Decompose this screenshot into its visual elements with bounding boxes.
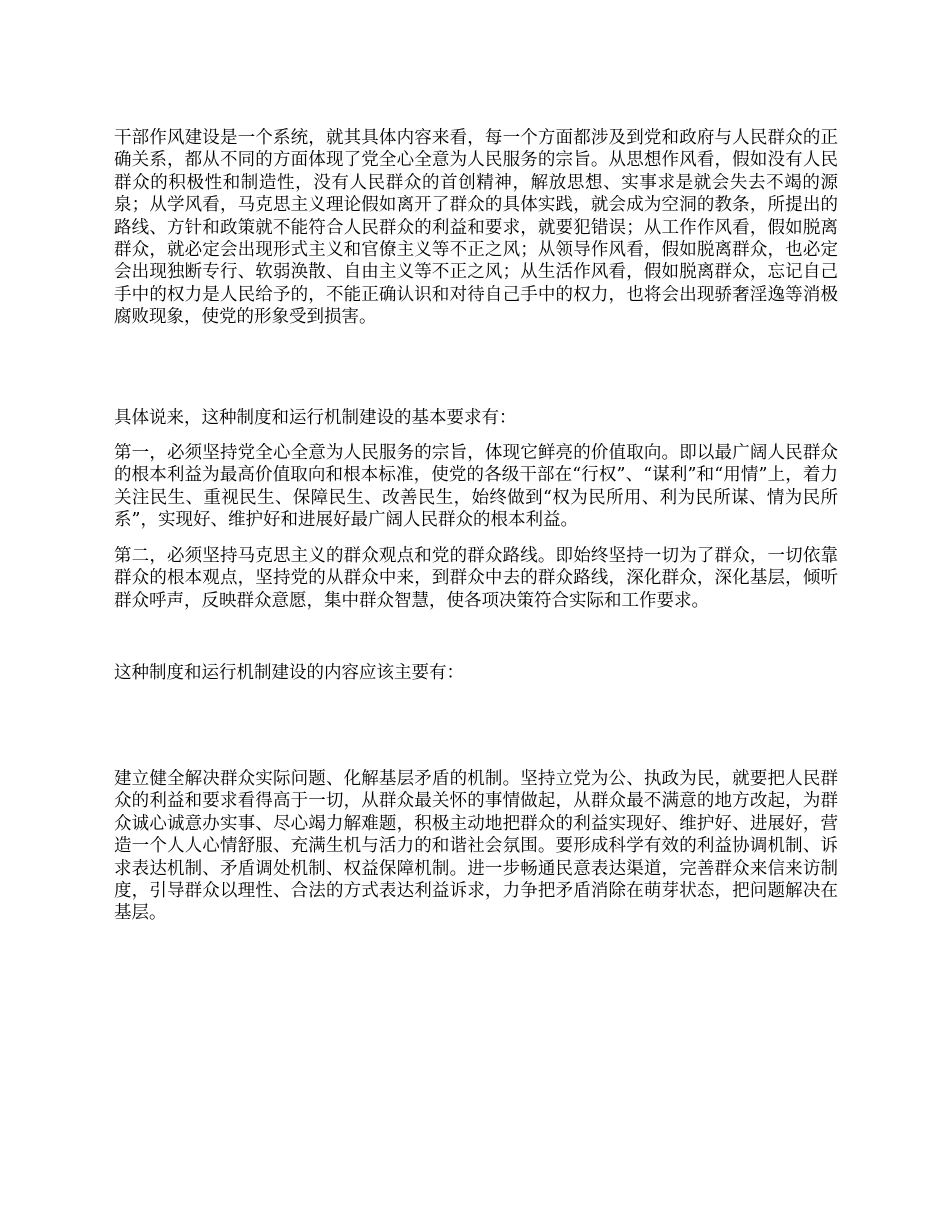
paragraph-cadre-style: 干部作风建设是一个系统，就其具体内容来看，每一个方面都涉及到党和政府与人民群众的正确关系，都从不同的方面体现了党全心全意为人民服务的宗旨。从思想作风看，假如没有人民群众的积极性和制造性，没有人民群众的首创精神，解放思想、实事求是就会失去不竭的源泉；从学风看，马克思主义理论假如离开了群众的具体实践，就会成为空洞的教条，所提出的路线、方针和政策就不能符合人民群众的利益和要求，就要犯错误；从工作作风看，假如脱离群众，就必定会出现形式主义和官僚主义等不正之风；从领导作风看，假如脱离群众，也必定会出现独断专行、软弱涣散、自由主义等不正之风；从生活作风看，假如脱离群众，忘记自己手中的权力是人民给予的，不能正确认识和对待自己手中的权力，也将会出现骄奢淫逸等消极腐败现象，使党的形象受到损害。 [114,128,838,328]
paragraph-basic-requirements-intro: 具体说来，这种制度和运行机制建设的基本要求有： [114,408,517,428]
paragraph-requirement-one: 第一，必须坚持党全心全意为人民服务的宗旨，体现它鲜亮的价值取向。即以最广阔人民群众的根本利益为最高价值取向和根本标准，使党的各级干部在“行权”、“谋利”和“用情”上，着力关注民生、重视民生、保障民生、改善民生，始终做到“权为民所用、利为民所谋、情为民所系”，实现好、维护好和进展好最广阔人民群众的根本利益。 [114,443,838,531]
paragraph-mechanism: 建立健全解决群众实际问题、化解基层矛盾的机制。坚持立党为公、执政为民，就要把人民群众的利益和要求看得高于一切，从群众最关怀的事情做起，从群众最不满意的地方改起，为群众诚心诚意办实事、尽心竭力解难题，积极主动地把群众的利益实现好、维护好、进展好，营造一个人人心情舒服、充满生机与活力的和谐社会氛围。要形成科学有效的利益协调机制、诉求表达机制、矛盾调处机制、权益保障机制。进一步畅通民意表达渠道，完善群众来信来访制度，引导群众以理性、合法的方式表达利益诉求，力争把矛盾消除在萌芽状态，把问题解决在基层。 [114,769,838,924]
paragraph-content-intro: 这种制度和运行机制建设的内容应该主要有： [114,663,464,683]
paragraph-requirement-two: 第二，必须坚持马克思主义的群众观点和党的群众路线。即始终坚持一切为了群众，一切依靠群众的根本观点，坚持党的从群众中来，到群众中去的群众路线，深化群众，深化基层，倾听群众呼声，反映群众意愿，集中群众智慧，使各项决策符合实际和工作要求。 [114,546,838,611]
